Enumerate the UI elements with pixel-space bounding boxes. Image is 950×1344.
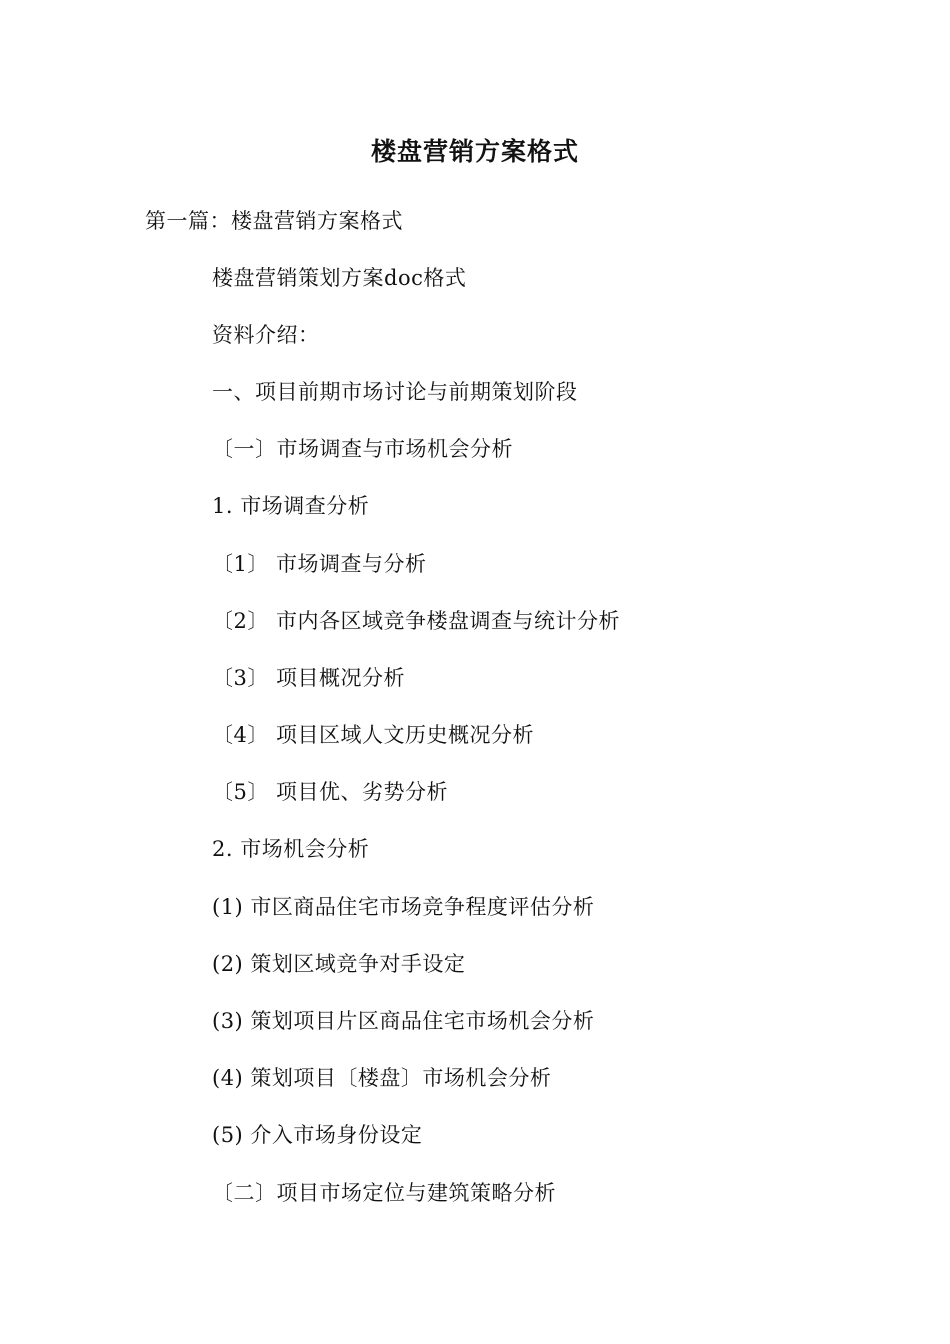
list-item: 〔1〕 市场调查与分析 bbox=[212, 552, 427, 576]
subsection-heading: 〔二〕项目市场定位与建筑策略分析 bbox=[212, 1181, 556, 1205]
list-item: (2) 策划区域竞争对手设定 bbox=[212, 952, 466, 976]
intro-label: 资料介绍： bbox=[212, 323, 320, 347]
document-subtitle: 楼盘营销策划方案doc格式 bbox=[212, 266, 467, 290]
list-item: (5) 介入市场身份设定 bbox=[212, 1123, 423, 1147]
list-item: 2. 市场机会分析 bbox=[212, 837, 370, 861]
list-item: 〔2〕 市内各区域竞争楼盘调查与统计分析 bbox=[212, 609, 621, 633]
list-item: (3) 策划项目片区商品住宅市场机会分析 bbox=[212, 1009, 595, 1033]
list-item: 1. 市场调查分析 bbox=[212, 494, 370, 518]
list-item: 〔3〕 项目概况分析 bbox=[212, 666, 406, 690]
document-title: 楼盘营销方案格式 bbox=[370, 137, 579, 166]
list-item: (1) 市区商品住宅市场竞争程度评估分析 bbox=[212, 895, 595, 919]
chapter-heading: 第一篇：楼盘营销方案格式 bbox=[145, 209, 403, 233]
list-item: 〔5〕 项目优、劣势分析 bbox=[212, 780, 449, 804]
list-item: (4) 策划项目〔楼盘〕市场机会分析 bbox=[212, 1066, 552, 1090]
list-item: 〔4〕 项目区域人文历史概况分析 bbox=[212, 723, 535, 747]
section-heading: 一、项目前期市场讨论与前期策划阶段 bbox=[212, 380, 578, 404]
subsection-heading: 〔一〕市场调查与市场机会分析 bbox=[212, 437, 513, 461]
